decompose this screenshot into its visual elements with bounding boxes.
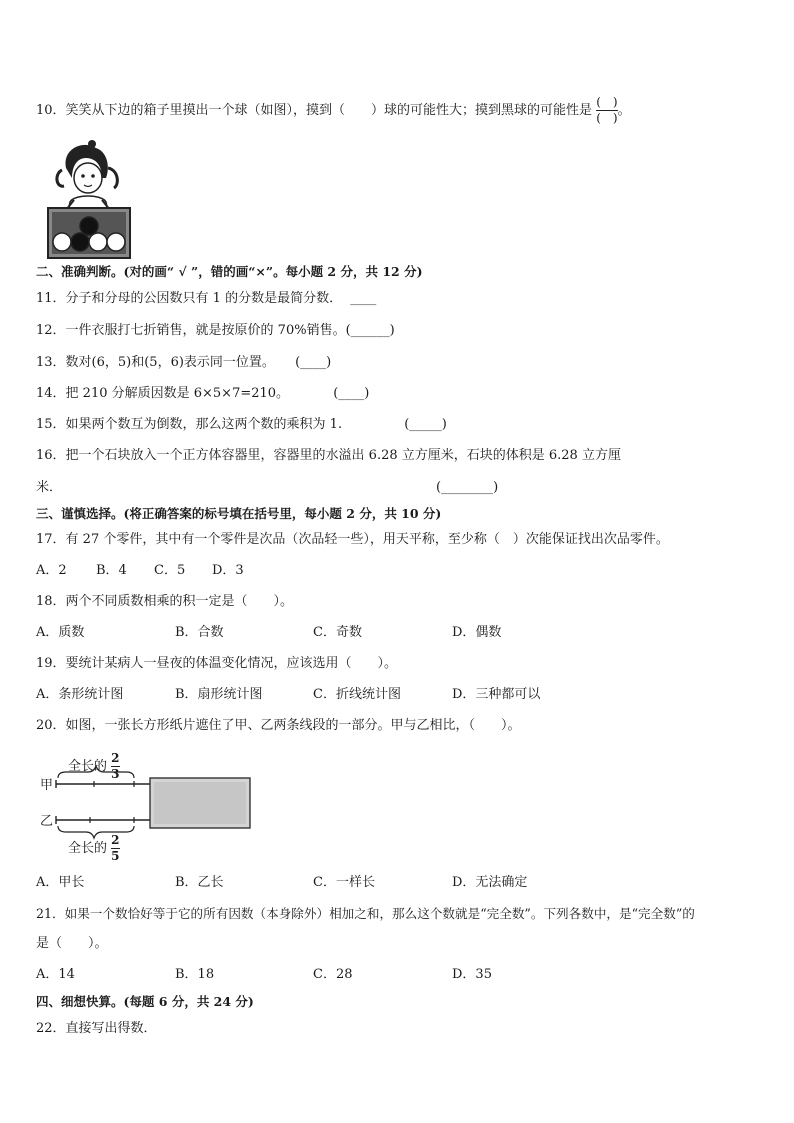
fraction-blank: $\frac{( )}{( )}$ — [596, 95, 618, 125]
label-jia: 甲 — [40, 778, 54, 793]
question-16: 16．把一个石块放入一个正方体容器里，容器里的水溢出 6.28 立方厘米，石块的体积是 6.28 立方厘 — [36, 448, 621, 463]
question-21: 21．如果一个数恰好等于它的所有因数（本身除外）相加之和，那么这个数就是“完全数”。下列各数中，是“完全数”的 — [36, 906, 695, 921]
girl-box-illustration — [44, 138, 134, 262]
question-15: 15．如果两个数互为倒数，那么这两个数的乘积为 1. (_____) — [36, 417, 447, 432]
label-yi: 乙 — [40, 814, 54, 829]
segments-figure: 全长的 $\frac{2}{3}$ 甲 乙 全长的 $\frac{2}{5}$ — [36, 748, 266, 864]
option-b[interactable]: B．扇形统计图 — [175, 687, 263, 702]
option-a[interactable]: A．质数 — [36, 625, 85, 640]
question-13: 13．数对(6，5)和(5，6)表示同一位置。 (____) — [36, 355, 332, 370]
question-12: 12．一件衣服打七折销售，就是按原价的 70%销售。(______) — [36, 323, 395, 338]
option-c[interactable]: C．5 — [154, 563, 186, 578]
option-d[interactable]: D．偶数 — [452, 625, 502, 640]
option-a[interactable]: A．14 — [36, 967, 75, 982]
option-c[interactable]: C．折线统计图 — [313, 687, 401, 702]
option-b[interactable]: B．合数 — [175, 625, 224, 640]
option-d[interactable]: D．35 — [452, 967, 492, 982]
option-b[interactable]: B．乙长 — [175, 875, 224, 890]
option-d[interactable]: D．3 — [212, 563, 244, 578]
answer-blank[interactable]: (______) — [345, 323, 395, 338]
question-10: 10．笑笑从下边的箱子里摸出一个球（如图），摸到（ ）球的可能性大；摸到黑球的可能性是 $\frac{( )}{( )}$ 。 — [36, 95, 631, 125]
section-2-title: 二、准确判断。(对的画“ √ ”，错的画“×”。每小题 2 分，共 12 分) — [36, 264, 423, 279]
answer-blank[interactable]: ____ — [350, 291, 377, 306]
question-21-line2: 是（ ）。 — [36, 936, 108, 951]
option-d[interactable]: D．无法确定 — [452, 875, 528, 890]
question-16-line2: 米． — [36, 480, 63, 495]
option-c[interactable]: C．一样长 — [313, 875, 375, 890]
question-14: 14．把 210 分解质因数是 6×5×7=210。 (____) — [36, 386, 370, 401]
question-22: 22．直接写出得数． — [36, 1021, 157, 1036]
section-3-title: 三、谨慎选择。(将正确答案的标号填在括号里，每小题 2 分，共 10 分) — [36, 506, 442, 521]
option-a[interactable]: A．甲长 — [36, 875, 85, 890]
question-18: 18．两个不同质数相乘的积一定是（ ）。 — [36, 594, 294, 609]
option-a[interactable]: A．条形统计图 — [36, 687, 124, 702]
question-11: 11．分子和分母的公因数只有 1 的分数是最简分数． ____ — [36, 291, 377, 306]
answer-blank[interactable]: (____) — [295, 355, 332, 370]
option-c[interactable]: C．28 — [313, 967, 353, 982]
option-d[interactable]: D．三种都可以 — [452, 687, 541, 702]
answer-blank[interactable]: (________) — [436, 480, 499, 495]
option-b[interactable]: B．4 — [96, 563, 127, 578]
answer-blank[interactable]: (____) — [333, 386, 370, 401]
section-4-title: 四、细想快算。(每题 6 分，共 24 分) — [36, 994, 254, 1009]
answer-blank[interactable]: (_____) — [404, 417, 447, 432]
question-17: 17．有 27 个零件，其中有一个零件是次品（次品轻一些），用天平称，至少称（ ）次能保证找出次品零件。 — [36, 532, 669, 547]
option-b[interactable]: B．18 — [175, 967, 215, 982]
option-a[interactable]: A．2 — [36, 563, 67, 578]
question-20: 20．如图，一张长方形纸片遮住了甲、乙两条线段的一部分。甲与乙相比，（ ）。 — [36, 718, 521, 733]
option-c[interactable]: C．奇数 — [313, 625, 362, 640]
question-19: 19．要统计某病人一昼夜的体温变化情况，应该选用（ ）。 — [36, 656, 398, 671]
